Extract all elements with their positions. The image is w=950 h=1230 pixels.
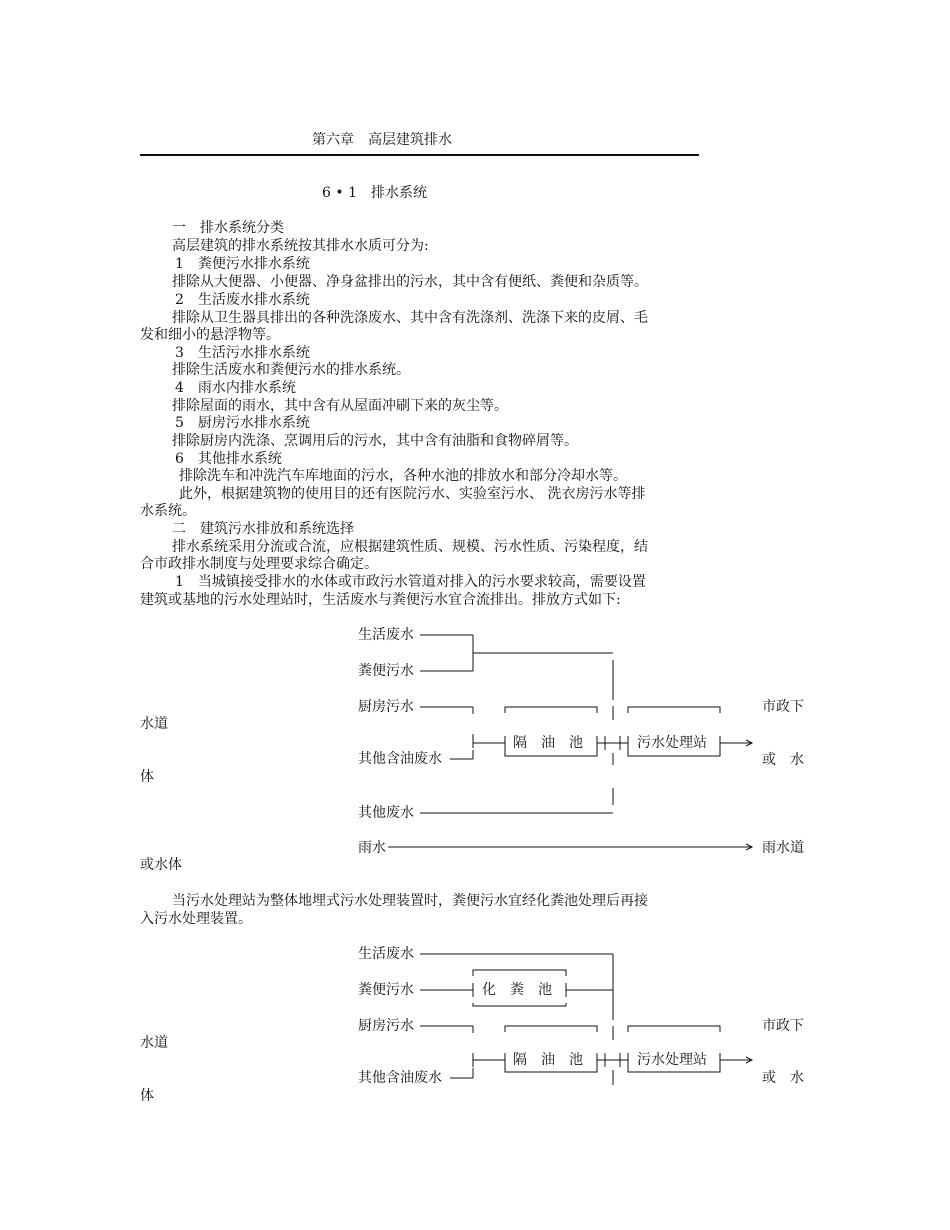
body-line: 高层建筑的排水系统按其排水水质可分为: <box>172 238 429 254</box>
grease-trap-label: 隔 油 池 <box>513 735 583 751</box>
body-line: 1 粪便污水排水系统 <box>175 256 310 272</box>
source-label: 粪便污水 <box>358 982 414 998</box>
source-label: 其他含油废水 <box>358 1070 442 1086</box>
source-label: 厨房污水 <box>358 699 414 715</box>
outlet-label: 水道 <box>140 716 168 732</box>
body-line: 排除厨房内洗涤、烹调用后的污水，其中含有油脂和食物碎屑等。 <box>172 433 578 449</box>
body-line: 此外，根据建筑物的使用目的还有医院污水、实验室污水、 洗衣房污水等排 <box>179 486 646 502</box>
body-line: 排除屋面的雨水，其中含有从屋面冲刷下来的灰尘等。 <box>172 398 508 414</box>
body-line: 水系统。 <box>140 503 196 519</box>
treatment-station-label: 污水处理站 <box>637 1052 707 1068</box>
body-line: 合市政排水制度与处理要求综合确定。 <box>140 556 378 572</box>
body-line: 排水系统采用分流或合流，应根据建筑性质、规模、污水性质、污染程度，结 <box>172 539 648 555</box>
source-label: 厨房污水 <box>358 1018 414 1034</box>
body-line: 建筑或基地的污水处理站时，生活废水与粪便污水宜合流排出。排放方式如下: <box>140 592 621 608</box>
outlet-label: 水道 <box>140 1035 168 1051</box>
outlet-label: 或 水 <box>762 1070 804 1086</box>
outlet-label: 市政下 <box>762 699 804 715</box>
rain-outlet-label: 雨水道 <box>762 840 804 856</box>
rain-outlet-label: 或水体 <box>140 857 182 873</box>
header-rule <box>140 154 699 156</box>
body-line: 2 生活废水排水系统 <box>175 292 310 308</box>
outlet-label: 或 水 <box>762 752 804 768</box>
section-title: 6 • 1 排水系统 <box>322 185 427 201</box>
drainage-diagram-2 <box>0 940 950 1110</box>
source-label: 其他废水 <box>358 805 414 821</box>
outlet-label: 体 <box>140 1088 154 1104</box>
body-line: 5 厨房污水排水系统 <box>175 415 310 431</box>
body-line: 二 建筑污水排放和系统选择 <box>172 521 354 537</box>
body-line: 6 其他排水系统 <box>175 451 282 467</box>
body-line: 3 生活污水排水系统 <box>175 345 310 361</box>
body-line: 一 排水系统分类 <box>172 220 284 236</box>
source-label: 其他含油废水 <box>358 751 442 767</box>
outlet-label: 市政下 <box>762 1018 804 1034</box>
body-line: 发和细小的悬浮物等。 <box>140 327 280 343</box>
body-line: 排除从大便器、小便器、净身盆排出的污水，其中含有便纸、粪便和杂质等。 <box>172 274 648 290</box>
source-label: 生活废水 <box>358 627 414 643</box>
drainage-diagram-1 <box>0 620 950 890</box>
grease-trap-label: 隔 油 池 <box>513 1052 583 1068</box>
body-line: 排除生活废水和粪便污水的排水系统。 <box>172 362 410 378</box>
source-label: 粪便污水 <box>358 663 414 679</box>
chapter-title: 第六章 高层建筑排水 <box>312 132 452 148</box>
body-line: 4 雨水内排水系统 <box>175 380 296 396</box>
source-label: 雨水 <box>358 840 386 856</box>
body-line: 1 当城镇接受排水的水体或市政污水管道对排入的污水要求较高，需要设置 <box>175 574 646 590</box>
body-line: 排除从卫生器具排出的各种洗涤废水、其中含有洗涤剂、洗涤下来的皮屑、毛 <box>172 310 648 326</box>
treatment-station-label: 污水处理站 <box>637 735 707 751</box>
body-line: 排除洗车和冲洗汽车库地面的污水，各种水池的排放水和部分冷却水等。 <box>179 468 627 484</box>
outlet-label: 体 <box>140 769 154 785</box>
septic-tank-label: 化 粪 池 <box>482 982 552 998</box>
body-line: 入污水处理装置。 <box>140 911 252 927</box>
body-line: 当污水处理站为整体地埋式污水处理装置时，粪便污水宜经化粪池处理后再接 <box>172 893 648 909</box>
source-label: 生活废水 <box>358 946 414 962</box>
